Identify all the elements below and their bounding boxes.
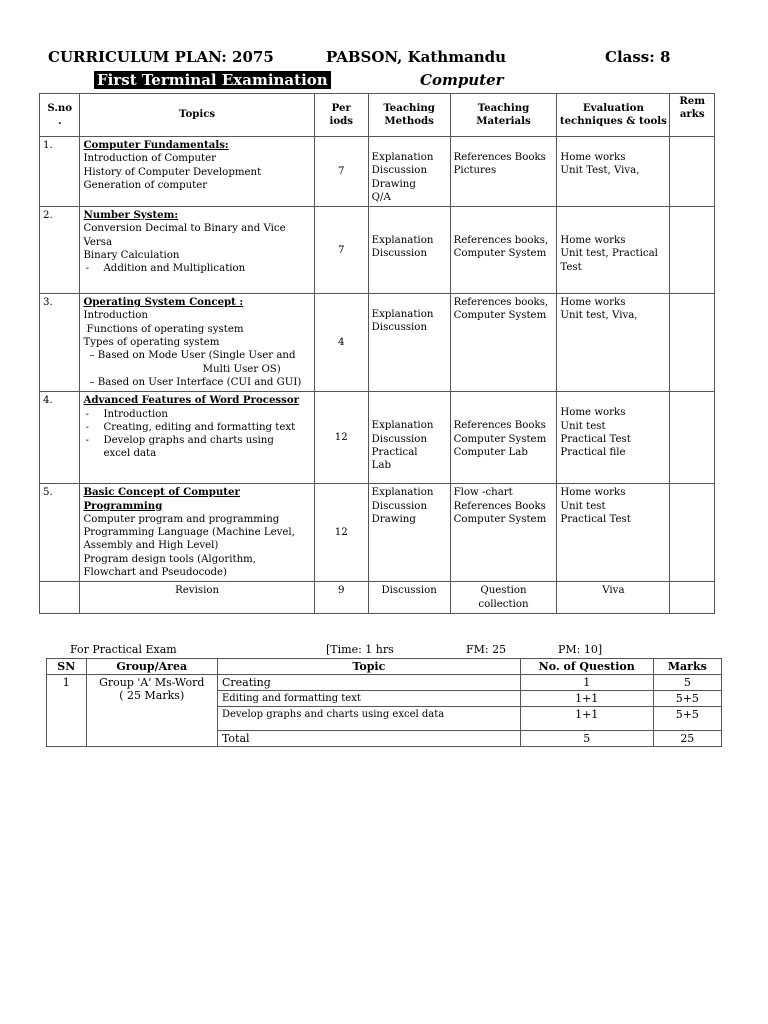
revision-periods: 9 <box>314 582 368 614</box>
row-1-remarks <box>670 137 715 207</box>
practical-exam-label: For Practical Exam <box>70 643 177 656</box>
row-2-materials: References books, Computer System <box>450 207 557 294</box>
revision-topic: Revision <box>80 582 314 614</box>
subject-title: Computer <box>420 71 504 89</box>
header-teaching-materials: Teaching Materials <box>450 94 557 137</box>
row-4-sno: 4. <box>40 392 80 484</box>
practical-header-group: Group/Area <box>86 659 217 675</box>
practical-marks-3: 5+5 <box>653 707 721 731</box>
row-5-materials: Flow -chart References Books Computer System <box>450 484 557 582</box>
practical-topic-2: Editing and formatting text <box>217 691 520 707</box>
revision-materials: Question collection <box>450 582 557 614</box>
row-2-methods: Explanation Discussion <box>368 207 450 294</box>
plan-row-1 <box>40 137 715 207</box>
row-5-remarks <box>670 484 715 582</box>
row-3-sno: 3. <box>40 294 80 392</box>
row-3-topic: Operating System Concept : Introduction Functions of operating system Types of operating system – Based on Mode User (Single User and Multi User OS) – Based on User Interface (CUI and GUI) <box>80 294 314 392</box>
practical-header-marks: Marks <box>653 659 721 675</box>
header-topics: Topics <box>80 94 314 137</box>
class-label: Class: 8 <box>605 48 671 66</box>
row-2-topic: Number System: Conversion Decimal to Binary and Vice Versa Binary Calculation - Addition and Multiplication <box>80 207 314 294</box>
practical-group: Group 'A' Ms-Word ( 25 Marks) <box>86 675 217 747</box>
row-2-periods: 7 <box>314 207 368 294</box>
practical-time: [Time: 1 hrs <box>326 643 394 656</box>
row-2-remarks <box>670 207 715 294</box>
row-1-sno: 1. <box>40 137 80 207</box>
practical-questions-3: 1+1 <box>520 707 653 731</box>
row-5-evaluation: Home works Unit test Practical Test <box>557 484 670 582</box>
practical-marks-2: 5+5 <box>653 691 721 707</box>
practical-header-row <box>47 659 722 675</box>
row-3-evaluation: Home works Unit test, Viva, <box>557 294 670 392</box>
curriculum-plan-table <box>39 93 715 614</box>
practical-header-sn: SN <box>47 659 87 675</box>
practical-marks-1: 5 <box>653 675 721 691</box>
practical-topic-3: Develop graphs and charts using excel data <box>217 707 520 731</box>
row-3-materials: References books, Computer System <box>450 294 557 392</box>
header-evaluation: Evaluation techniques & tools <box>557 94 670 137</box>
revision-method: Discussion <box>368 582 450 614</box>
plan-row-3 <box>40 294 715 392</box>
practical-pass-marks: PM: 10] <box>558 643 603 656</box>
practical-sn: 1 <box>47 675 87 747</box>
row-1-topic: Computer Fundamentals: Introduction of Computer History of Computer Development Generation of computer <box>80 137 314 207</box>
plan-row-2 <box>40 207 715 294</box>
header-remarks: Rem arks <box>670 94 715 137</box>
practical-total-label: Total <box>217 731 520 747</box>
header-periods: Per iods <box>314 94 368 137</box>
revision-evaluation: Viva <box>557 582 670 614</box>
row-1-periods: 7 <box>314 137 368 207</box>
row-3-remarks <box>670 294 715 392</box>
row-5-topic: Basic Concept of Computer Programming Computer program and programming Programming Language (Machine Level, Assembly and High Level) Program design tools (Algorithm, Flowchart and Pseudocode) <box>80 484 314 582</box>
row-1-evaluation: Home works Unit Test, Viva, <box>557 137 670 207</box>
row-5-methods: Explanation Discussion Drawing <box>368 484 450 582</box>
row-1-methods: Explanation Discussion Drawing Q/A <box>368 137 450 207</box>
practical-header-topic: Topic <box>217 659 520 675</box>
row-3-methods: Explanation Discussion <box>368 294 450 392</box>
practical-questions-2: 1+1 <box>520 691 653 707</box>
practical-questions-1: 1 <box>520 675 653 691</box>
row-5-periods: 12 <box>314 484 368 582</box>
row-1-materials: References Books Pictures <box>450 137 557 207</box>
row-4-topic: Advanced Features of Word Processor - Introduction - Creating, editing and formatting text - Develop graphs and charts using excel data <box>80 392 314 484</box>
practical-exam-table <box>46 658 722 747</box>
practical-row-1 <box>47 675 722 691</box>
row-5-sno: 5. <box>40 484 80 582</box>
row-4-evaluation: Home works Unit test Practical Test Practical file <box>557 392 670 484</box>
revision-sno <box>40 582 80 614</box>
row-4-remarks <box>670 392 715 484</box>
practical-header-questions: No. of Question <box>520 659 653 675</box>
row-4-periods: 12 <box>314 392 368 484</box>
row-3-periods: 4 <box>314 294 368 392</box>
practical-topic-1: Creating <box>217 675 520 691</box>
practical-total-marks: 25 <box>653 731 721 747</box>
row-4-materials: References Books Computer System Computer Lab <box>450 392 557 484</box>
curriculum-plan-title: CURRICULUM PLAN: 2075 <box>48 48 274 66</box>
row-2-sno: 2. <box>40 207 80 294</box>
plan-row-revision <box>40 582 715 614</box>
row-4-methods: Explanation Discussion Practical Lab <box>368 392 450 484</box>
header-sno: S.no . <box>40 94 80 137</box>
plan-header-row <box>40 94 715 137</box>
exam-title: First Terminal Examination <box>94 71 331 89</box>
plan-row-4 <box>40 392 715 484</box>
practical-full-marks: FM: 25 <box>466 643 507 656</box>
plan-row-5 <box>40 484 715 582</box>
school-name: PABSON, Kathmandu <box>326 48 507 66</box>
row-2-evaluation: Home works Unit test, Practical Test <box>557 207 670 294</box>
header-teaching-methods: Teaching Methods <box>368 94 450 137</box>
revision-remarks <box>670 582 715 614</box>
practical-total-questions: 5 <box>520 731 653 747</box>
